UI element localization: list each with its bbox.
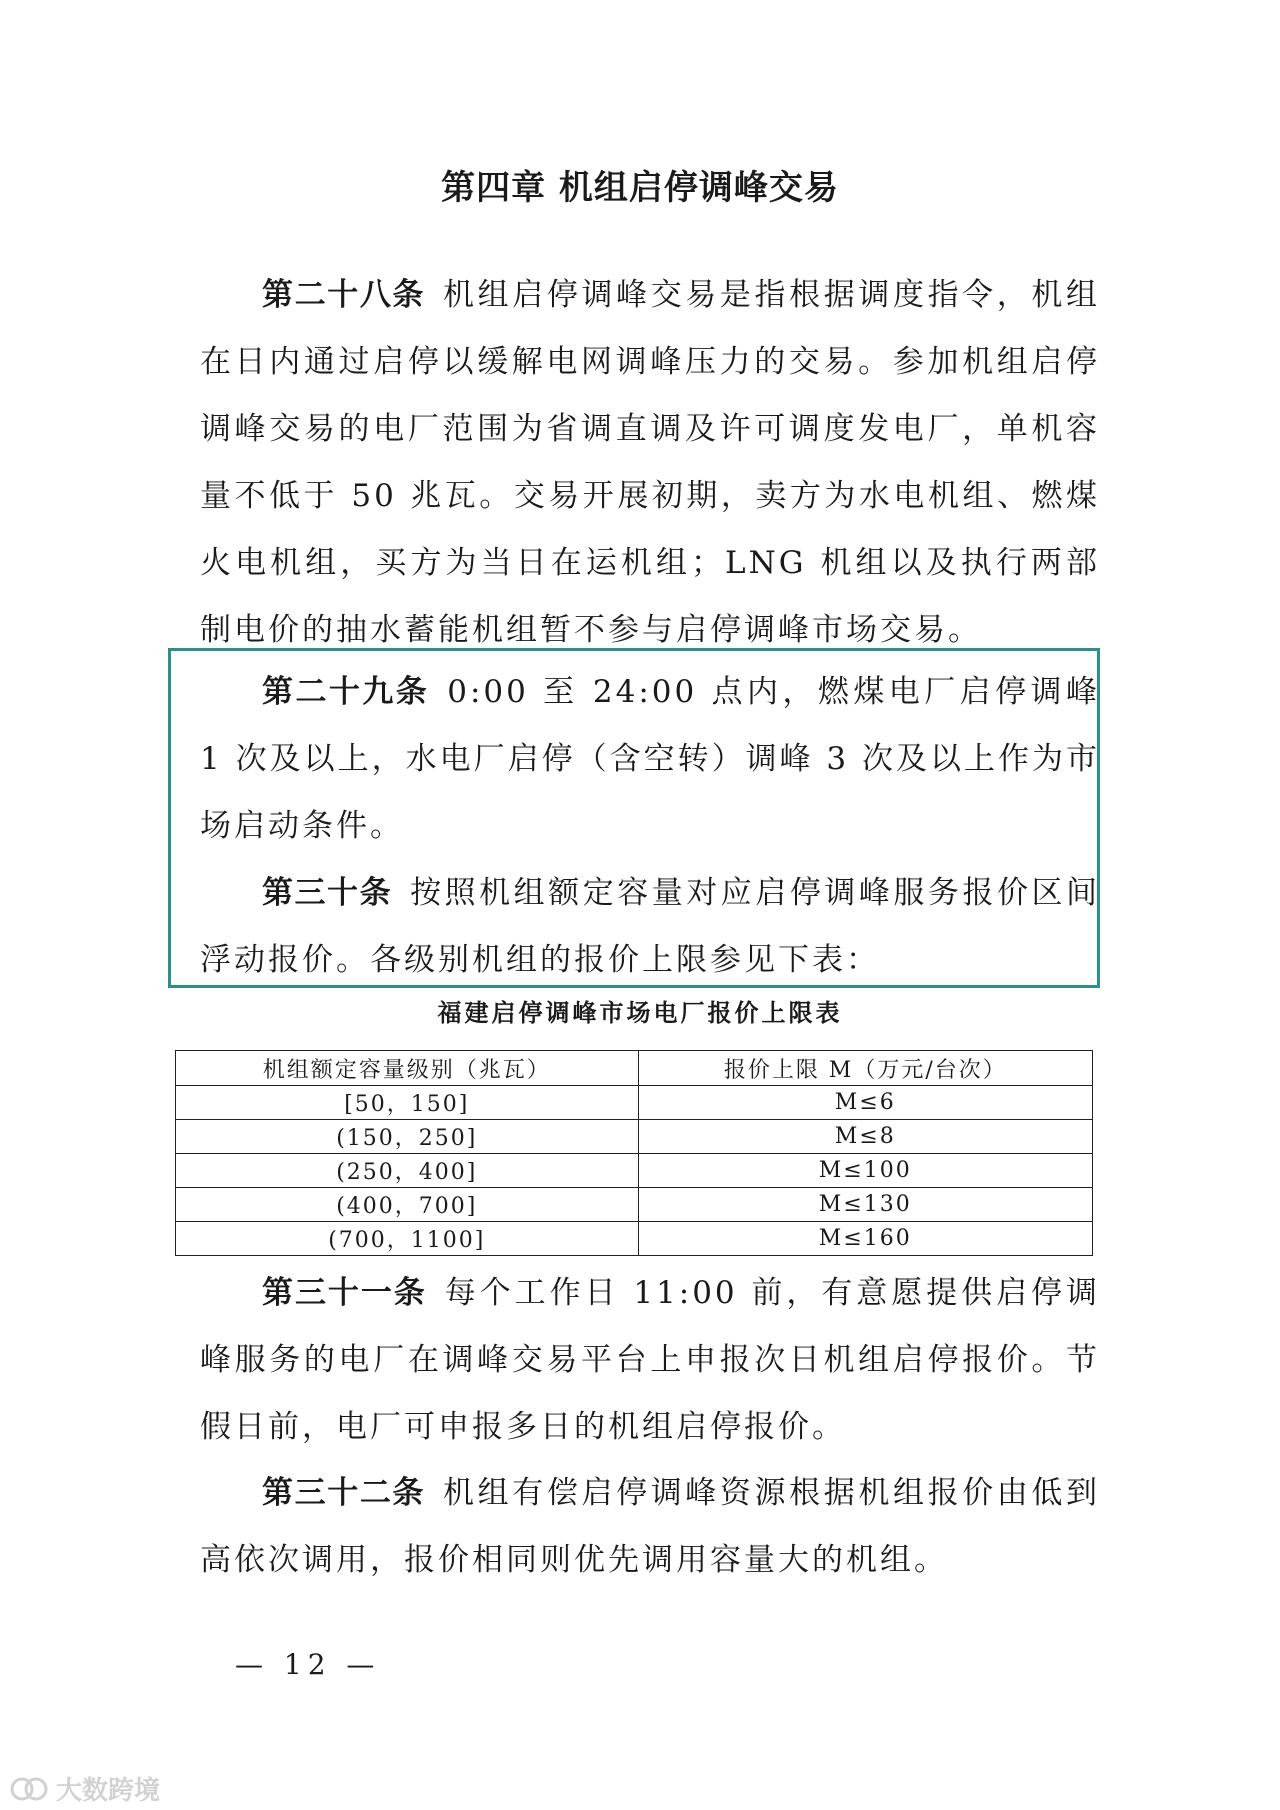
article-heading: 第二十八条 <box>262 277 426 313</box>
article-32 <box>200 1460 1100 1594</box>
article-text: 每个工作日 11:00 前，有意愿提供启停调峰服务的电厂在调峰交易平台上申报次日机组启停报价。节假日前，电厂可申报多日的机组启停报价。 <box>200 1275 1101 1445</box>
capacity-cell: (700，1100] <box>176 1222 639 1256</box>
table-row <box>176 1222 1093 1256</box>
table-header-row <box>176 1051 1093 1086</box>
article-text: 机组有偿启停调峰资源根据机组报价由低到高依次调用，报价相同则优先调用容量大的机组。 <box>200 1475 1101 1578</box>
price-cap-cell: M≤130 <box>638 1188 1092 1222</box>
article-text: 0:00 至 24:00 点内，燃煤电厂启停调峰 1 次及以上，水电厂启停（含空转）调峰 3 次及以上作为市场启动条件。 <box>200 674 1101 844</box>
table-row <box>176 1188 1093 1222</box>
price-cap-table <box>175 1050 1093 1256</box>
chapter-title: 第四章 机组启停调峰交易 <box>441 168 839 208</box>
article-30 <box>200 860 1100 994</box>
table-row <box>176 1120 1093 1154</box>
capacity-cell: [50，150] <box>176 1086 639 1120</box>
article-31 <box>200 1260 1100 1461</box>
logo-mark-icon <box>10 1774 50 1804</box>
column-header-price-cap: 报价上限 M（万元/台次） <box>638 1051 1092 1086</box>
article-heading: 第三十二条 <box>262 1475 426 1511</box>
article-heading: 第三十一条 <box>262 1275 427 1311</box>
watermark-text: 大数跨境 <box>56 1776 161 1806</box>
table-row <box>176 1086 1093 1120</box>
price-cap-cell: M≤100 <box>638 1154 1092 1188</box>
article-28 <box>200 262 1100 664</box>
price-cap-cell: M≤160 <box>638 1222 1092 1256</box>
capacity-cell: (400，700] <box>176 1188 639 1222</box>
table-title: 福建启停调峰市场电厂报价上限表 <box>437 999 843 1027</box>
column-header-capacity: 机组额定容量级别（兆瓦） <box>176 1051 639 1086</box>
watermark <box>10 1770 160 1807</box>
price-cap-cell: M≤8 <box>638 1120 1092 1154</box>
article-29 <box>200 659 1100 860</box>
capacity-cell: (150，250] <box>176 1120 639 1154</box>
table-row <box>176 1154 1093 1188</box>
price-cap-cell: M≤6 <box>638 1086 1092 1120</box>
capacity-cell: (250，400] <box>176 1154 639 1188</box>
article-text: 按照机组额定容量对应启停调峰服务报价区间浮动报价。各级别机组的报价上限参见下表： <box>200 875 1101 978</box>
article-text: 机组启停调峰交易是指根据调度指令，机组在日内通过启停以缓解电网调峰压力的交易。参加机组启停调峰交易的电厂范围为省调直调及许可调度发电厂，单机容量不低于 50 兆瓦。交易开展初期，卖方为水电机组、燃煤火电机组，买方为当日在运机组；LNG 机组以及执行两部制电价的抽水蓄能机组暂不参与启停调峰市场交易。 <box>200 277 1101 648</box>
page-number: — 12 — <box>235 1648 381 1681</box>
article-heading: 第二十九条 <box>262 674 430 710</box>
article-heading: 第三十条 <box>262 875 393 911</box>
